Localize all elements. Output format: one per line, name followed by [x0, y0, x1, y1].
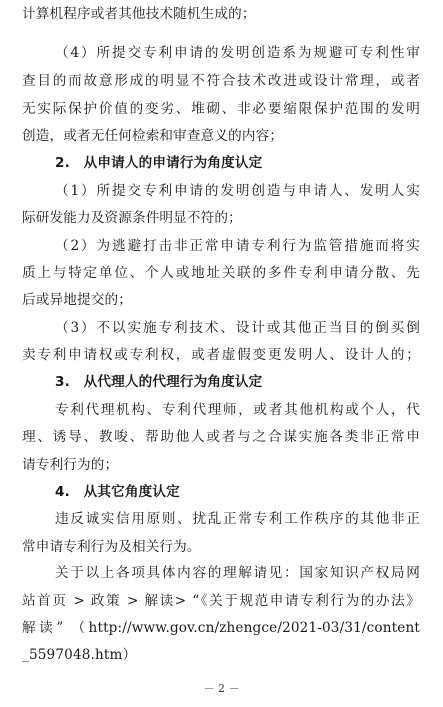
- body-text-line: 常申请专利行为及相关行为。: [22, 539, 201, 555]
- body-text-line: 创造，或者无任何检索和审查意义的内容；: [22, 128, 284, 144]
- page-number: － 2 －: [203, 682, 240, 695]
- body-text-line: 理、诱导、教唆、帮助他人或者与之合谋实施各类非正常申: [22, 429, 420, 445]
- body-text-line: 际研发能力及资源条件明显不符的；: [22, 210, 242, 226]
- body-text-line: 专利代理机构、专利代理师，或者其他机构或个人，代: [55, 402, 420, 418]
- body-text-line: 站首页 > 政策 > 解读> “《关于规范申请专利行为的办法》: [22, 593, 420, 609]
- body-text-line: 关于以上各项具体内容的理解请见：国家知识产权局网: [55, 565, 420, 581]
- section-heading: 2. 从申请人的申请行为角度认定: [55, 155, 263, 171]
- body-text-line: （3）不以实施专利技术、设计或其他正当目的倒买倒: [55, 320, 420, 336]
- body-text-line: 质上与特定单位、个人或地址关联的多件专利申请分散、先: [22, 265, 420, 281]
- body-text-line: （1）所提交专利申请的发明创造与申请人、发明人实: [55, 183, 420, 199]
- body-text-line: 解读” （http://www.gov.cn/zhengce/2021-03/31/content: [22, 620, 420, 636]
- section-heading: 4. 从其它角度认定: [55, 484, 180, 500]
- section-heading: 3. 从代理人的代理行为角度认定: [55, 374, 263, 390]
- body-text-line: 违反诚实信用原则、扰乱正常专利工作秩序的其他非正: [55, 511, 420, 527]
- body-text-line: （4）所提交专利申请的发明创造系为规避可专利性审: [55, 45, 420, 61]
- body-text-line: 卖专利申请权或专利权，或者虚假变更发明人、设计人的；: [22, 347, 420, 363]
- body-text-line: 请专利行为的；: [22, 457, 119, 473]
- body-text-line: 查目的而故意形成的明显不符合技术改进或设计常理，或者: [22, 73, 420, 89]
- body-text-line: 后或异地提交的；: [22, 292, 132, 308]
- body-text-line: _5597048.htm）: [22, 647, 137, 663]
- body-text-line: （2）为逃避打击非正常申请专利行为监管措施而将实: [55, 238, 420, 254]
- body-text-line: 计算机程序或者其他技术随机生成的；: [22, 6, 256, 22]
- body-text-line: 无实际保护价值的变劣、堆砌、非必要缩限保护范围的发明: [22, 101, 420, 117]
